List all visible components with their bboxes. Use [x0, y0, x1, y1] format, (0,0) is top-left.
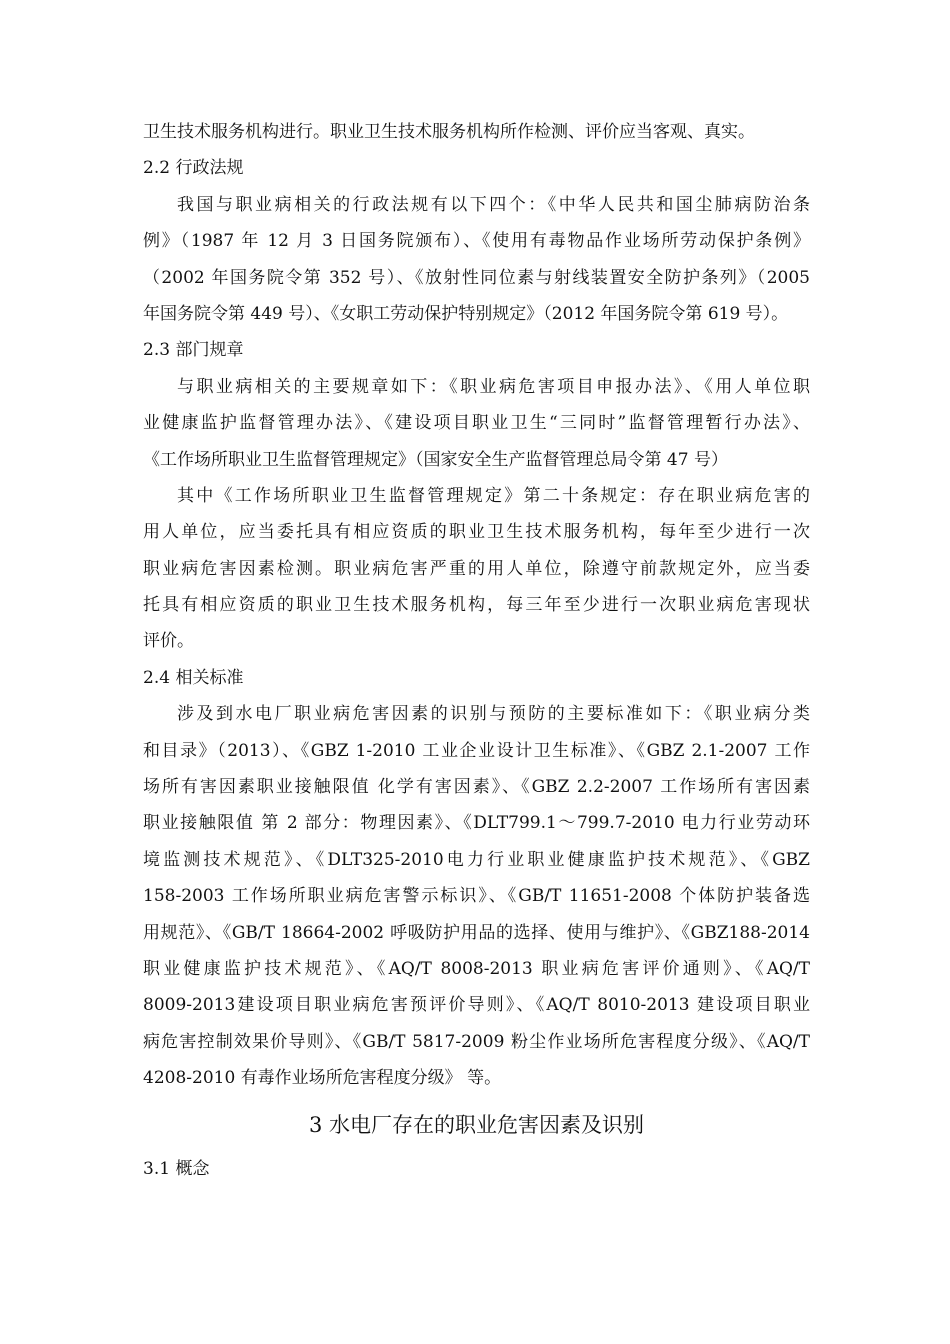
text-line: 业健康监护监督管理办法》、《建设项目职业卫生“三同时”监督管理暂行办法》、: [143, 413, 810, 434]
text-line: 我国与职业病相关的行政法规有以下四个：《中华人民共和国尘肺病防治条: [177, 194, 810, 215]
section-heading-2-4: 2.4 相关标准: [143, 667, 244, 688]
text-line: 其中《工作场所职业卫生监督管理规定》第二十条规定：存在职业病危害的: [177, 485, 810, 506]
text-line: 例》（1987 年 12 月 3 日国务院颁布）、《使用有毒物品作业场所劳动保护条例》: [143, 231, 810, 252]
paragraph-article-twenty: [143, 478, 810, 660]
section-heading-2-3: 2.3 部门规章: [143, 340, 244, 361]
section-heading-3-1: 3.1 概念: [143, 1158, 210, 1179]
text-line: 职业病危害因素检测。职业病危害严重的用人单位，除遵守前款规定外，应当委: [143, 558, 810, 579]
chapter-title-3: 3 水电厂存在的职业危害因素及识别: [308, 1112, 645, 1137]
text-line: （2002 年国务院令第 352 号）、《放射性同位素与射线装置安全防护条列》（2005: [143, 267, 810, 288]
paragraph-related-standards: [143, 696, 810, 1096]
text-line: 职业健康监护技术规范》、《AQ/T 8008-2013 职业病危害评价通则》、《AQ/T: [143, 958, 810, 979]
text-line: 涉及到水电厂职业病危害因素的识别与预防的主要标准如下：《职业病分类: [177, 704, 810, 725]
text-line: 与职业病相关的主要规章如下：《职业病危害项目申报办法》、《用人单位职: [177, 376, 810, 397]
text-line: 用规范》、《GB/T 18664-2002 呼吸防护用品的选择、使用与维护》、《GBZ188-2014: [143, 922, 810, 943]
text-line: 场所有害因素职业接触限值 化学有害因素》、《GBZ 2.2-2007 工作场所有害因素: [143, 777, 810, 798]
document-page: [143, 114, 810, 1187]
text-line: 4208-2010 有毒作业场所危害程度分级》 等。: [143, 1068, 502, 1089]
paragraph-administrative-regulations: [143, 187, 810, 333]
text-line: 和目录》（2013）、《GBZ 1-2010 工业企业设计卫生标准》、《GBZ 2.1-2007 工作: [143, 740, 810, 761]
text-line: 境监测技术规范》、《DLT325-2010电力行业职业健康监护技术规范》、《GBZ: [143, 849, 810, 870]
text-line: 158-2003 工作场所职业病危害警示标识》、《GB/T 11651-2008 个体防护装备选: [143, 886, 810, 907]
text-line: 评价。: [143, 631, 194, 652]
text-line: 病危害控制效果价导则》、《GB/T 5817-2009 粉尘作业场所危害程度分级》、《AQ/T: [143, 1031, 810, 1052]
text-line: 年国务院令第 449 号）、《女职工劳动保护特别规定》（2012 年国务院令第 619 号）。: [143, 303, 789, 324]
text-line: 用人单位，应当委托具有相应资质的职业卫生技术服务机构，每年至少进行一次: [143, 522, 810, 543]
text-line: 卫生技术服务机构进行。职业卫生技术服务机构所作检测、评价应当客观、真实。: [143, 122, 755, 142]
text-line: 《工作场所职业卫生监督管理规定》（国家安全生产监督管理总局令第 47 号）: [143, 449, 728, 470]
section-heading-2-2: 2.2 行政法规: [143, 158, 244, 179]
text-line: 托具有相应资质的职业卫生技术服务机构，每三年至少进行一次职业病危害现状: [143, 595, 810, 616]
text-line: 8009-2013建设项目职业病危害预评价导则》、《AQ/T 8010-2013 建设项目职业: [143, 995, 810, 1016]
text-line: 职业接触限值 第 2 部分：物理因素》、《DLT799.1～799.7-2010 电力行业劳动环: [143, 813, 810, 834]
paragraph-continuation: [143, 114, 810, 150]
paragraph-department-rules: [143, 369, 810, 478]
